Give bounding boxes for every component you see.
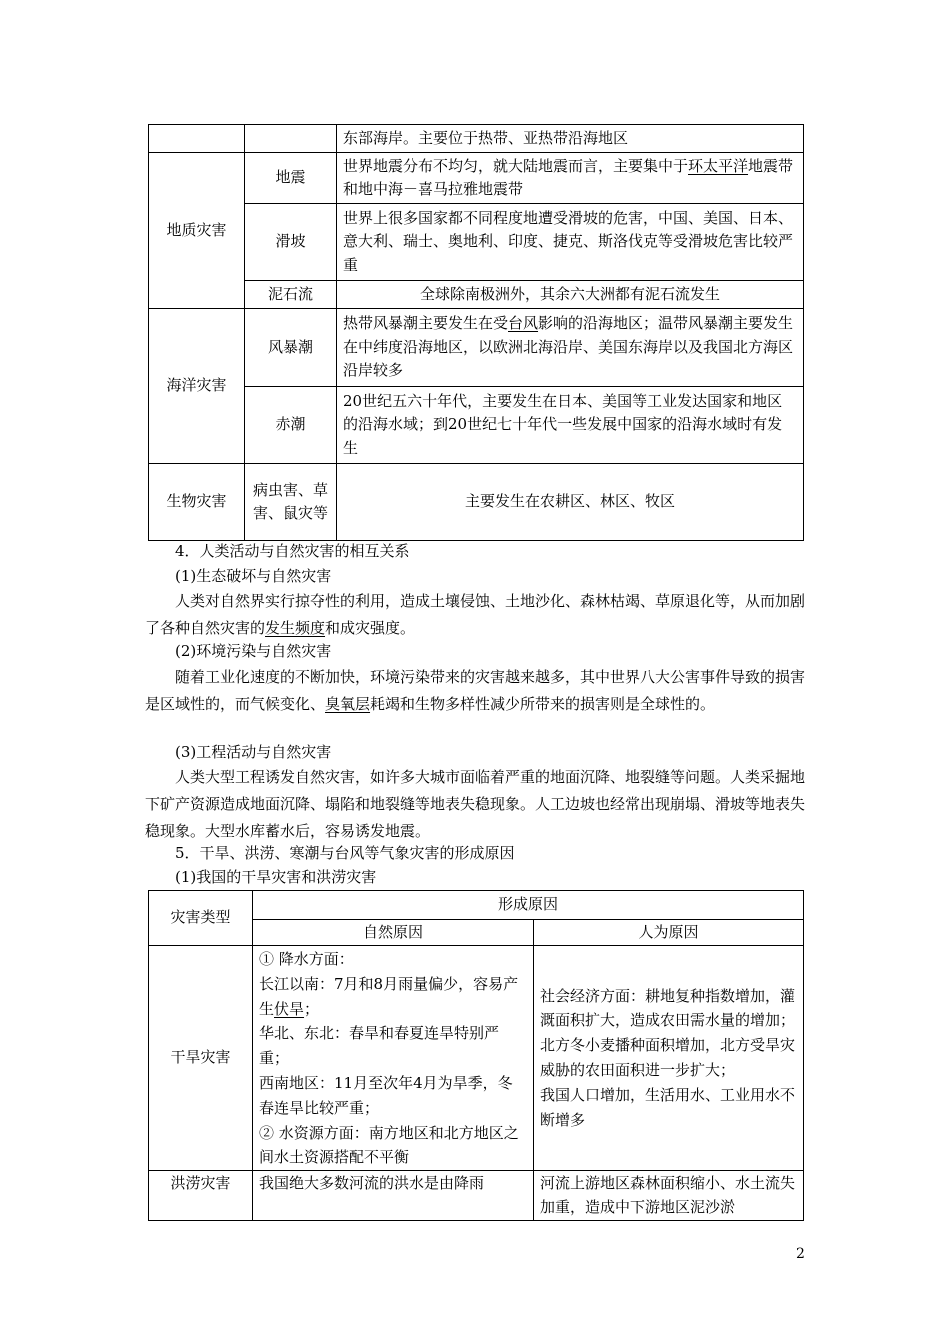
- table-row: [149, 204, 804, 281]
- table-cell: 世界上很多国家都不同程度地遭受滑坡的危害，中国、美国、日本、意大利、瑞士、奥地利、印度、捷克、斯洛伐克等受滑坡危害比较严重: [337, 204, 804, 281]
- human-cause-cell: 河流上游地区森林面积缩小、水土流失加重，造成中下游地区泥沙淤: [534, 1171, 804, 1221]
- subsection-title: (2)环境污染与自然灾害: [175, 642, 332, 660]
- category-cell: 生物灾害: [149, 464, 245, 541]
- paragraph: 人类大型工程诱发自然灾害，如许多大城市面临着严重的地面沉降、地裂缝等问题。人类采掘地下矿产资源造成地面沉降、塌陷和地裂缝等地表失稳现象。人工边坡也经常出现崩塌、滑坡等地表失稳现象。大型水库蓄水后，容易诱发地震。: [145, 768, 806, 840]
- hazard-name-cell: 病虫害、草害、鼠灾等: [245, 464, 337, 541]
- table-row: [149, 891, 804, 920]
- table-row: [149, 464, 804, 541]
- hazard-distribution-table: [148, 124, 804, 541]
- section-heading: 5．干旱、洪涝、寒潮与台风等气象灾害的形成原因: [175, 844, 515, 862]
- table-cell: 20世纪五六十年代，主要发生在日本、美国等工业发达国家和地区的沿海水域；到20世纪七十年代一些发展中国家的沿海水域时有发生: [337, 387, 804, 464]
- natural-cause-cell: ① 降水方面： 长江以南：7月和8月雨量偏少，容易产生伏旱； 华北、东北：春旱和春夏连旱特别严重； 西南地区：11月至次年4月为旱季，冬春连旱比较严重； ② 水资源方面：南方地区和北方地区之间水土资源搭配不平衡: [253, 946, 534, 1171]
- header-cell: 自然原因: [253, 920, 534, 946]
- subsection-title: (3)工程活动与自然灾害: [175, 743, 332, 761]
- human-cause-cell: 社会经济方面：耕地复种指数增加，灌溉面积扩大，造成农田需水量的增加； 北方冬小麦播种面积增加，北方受旱灾威胁的农田面积进一步扩大； 我国人口增加，生活用水、工业用水不断增多: [534, 946, 804, 1171]
- hazard-name-cell: 赤潮: [245, 387, 337, 464]
- section-heading: 4．人类活动与自然灾害的相互关系: [175, 542, 410, 560]
- subsection-title: (1)生态破坏与自然灾害: [175, 567, 332, 585]
- hazard-name-cell: 地震: [245, 153, 337, 204]
- underlined-term: 环太平洋: [688, 156, 749, 175]
- table-row: [149, 153, 804, 204]
- table-row: [149, 125, 804, 153]
- table-row: [149, 1171, 804, 1221]
- underlined-term: 发生频度: [265, 619, 326, 637]
- paragraph: 人类对自然界实行掠夺性的利用，造成土壤侵蚀、土地沙化、森林枯竭、草原退化等，从而加剧了各种自然灾害的发生频度和成灾强度。: [145, 592, 806, 637]
- table-row: [149, 387, 804, 464]
- header-cell: 灾害类型: [149, 891, 253, 946]
- category-cell: 洪涝灾害: [149, 1171, 253, 1221]
- table-cell: 热带风暴潮主要发生在受台风影响的沿海地区；温带风暴潮主要发生在中纬度沿海地区，以欧洲北海沿岸、美国东海岸以及我国北方海区沿岸较多: [337, 309, 804, 387]
- drought-flood-table: [148, 890, 804, 1221]
- underlined-term: 臭氧层: [325, 695, 371, 713]
- subsection-title: (1)我国的干旱灾害和洪涝灾害: [175, 868, 377, 886]
- category-cell: 海洋灾害: [149, 309, 245, 464]
- hazard-name-cell: 泥石流: [245, 281, 337, 309]
- natural-cause-cell: 我国绝大多数河流的洪水是由降雨: [253, 1171, 534, 1221]
- category-cell: 地质灾害: [149, 153, 245, 309]
- page-number: 2: [796, 1246, 805, 1262]
- category-cell: 干旱灾害: [149, 946, 253, 1171]
- paragraph: 随着工业化速度的不断加快，环境污染带来的灾害越来越多，其中世界八大公害事件导致的损害是区域性的，而气候变化、臭氧层耗竭和生物多样性减少所带来的损害则是全球性的。: [145, 668, 806, 713]
- table-row: [149, 281, 804, 309]
- table-cell: 主要发生在农耕区、林区、牧区: [337, 464, 804, 541]
- header-cell: 形成原因: [253, 891, 804, 920]
- header-cell: 人为原因: [534, 920, 804, 946]
- hazard-name-cell: 滑坡: [245, 204, 337, 281]
- underlined-term: 台风: [508, 314, 539, 333]
- underlined-term: 伏旱: [274, 999, 305, 1018]
- table-cell: 世界地震分布不均匀，就大陆地震而言，主要集中于环太平洋地震带和地中海－喜马拉雅地震带: [337, 153, 804, 204]
- table-cell: 东部海岸。主要位于热带、亚热带沿海地区: [337, 125, 804, 153]
- hazard-name-cell: 风暴潮: [245, 309, 337, 387]
- table-row: [149, 946, 804, 1171]
- table-row: [149, 309, 804, 387]
- table-cell: 全球除南极洲外，其余六大洲都有泥石流发生: [337, 281, 804, 309]
